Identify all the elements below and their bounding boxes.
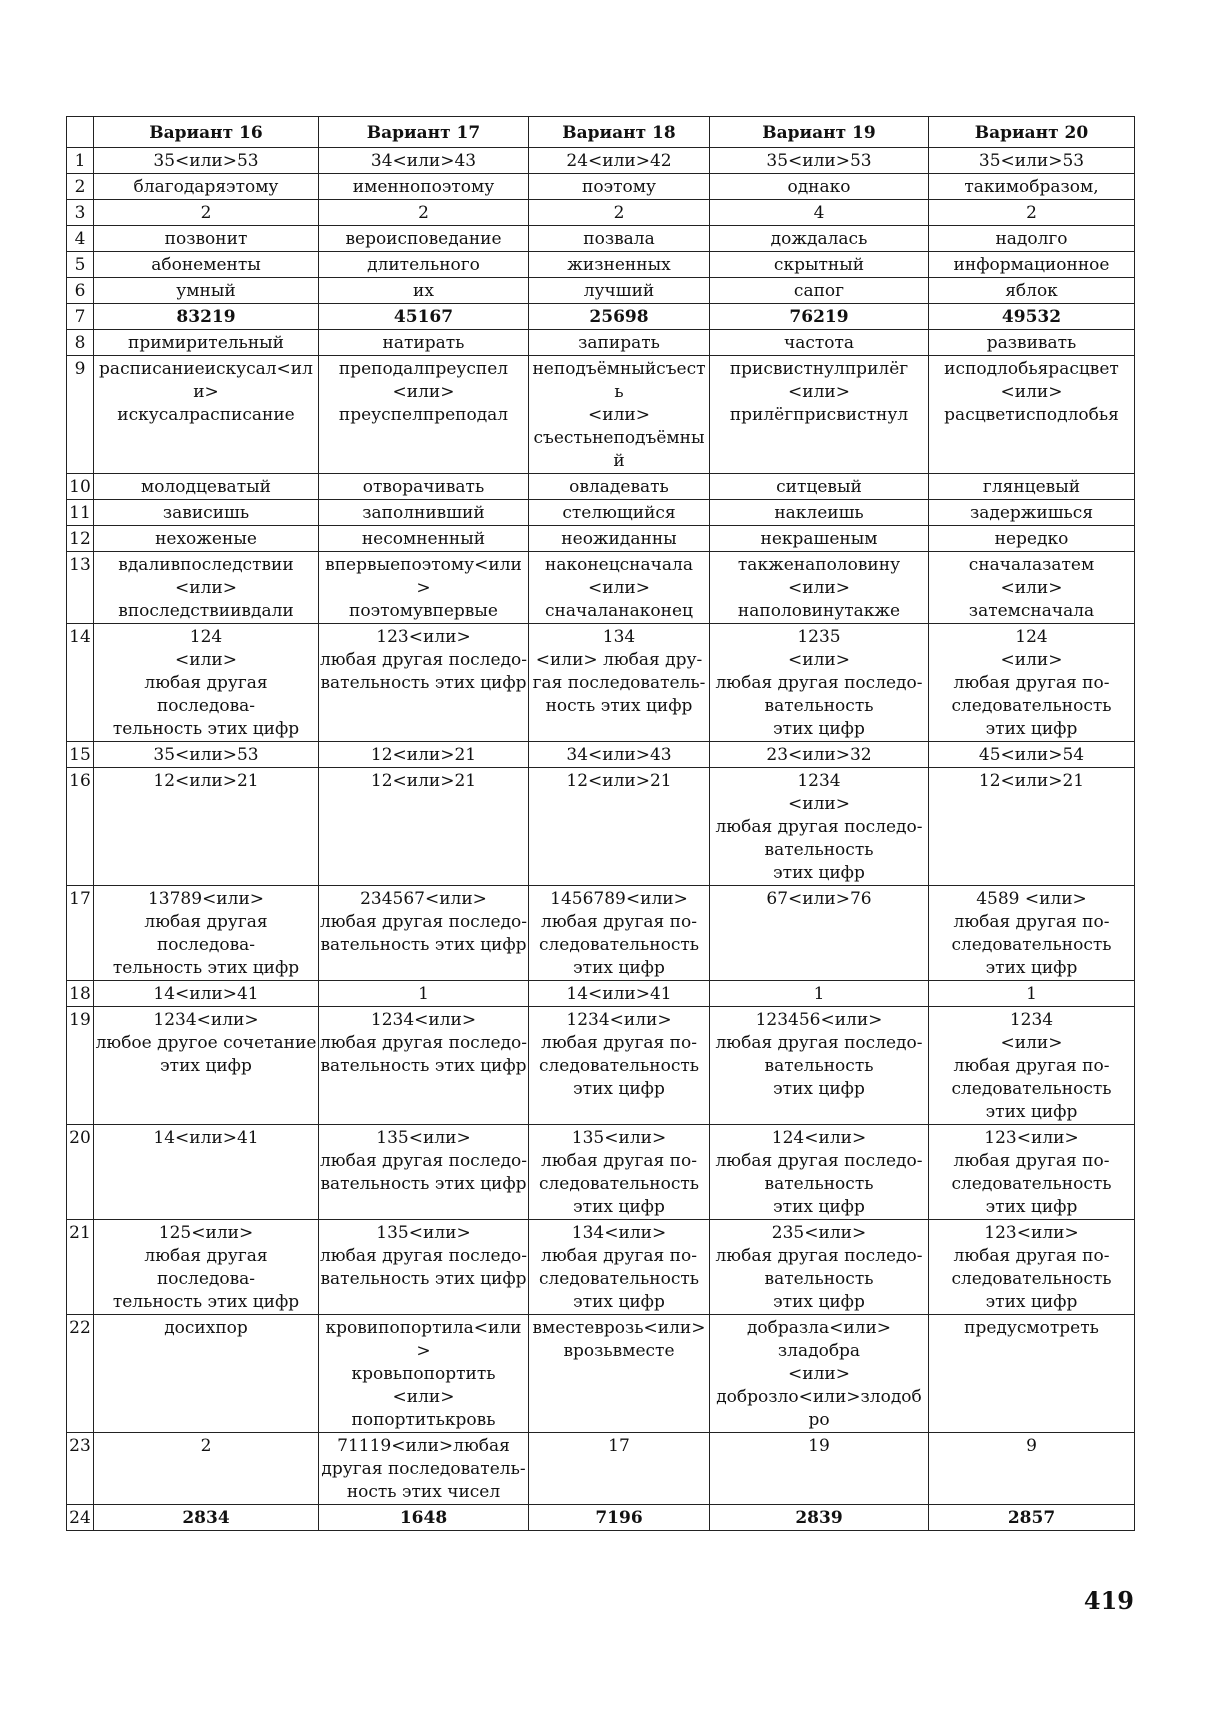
answer-cell: глянцевый [929,474,1135,500]
answer-cell: 12<или>21 [94,768,319,886]
table-row [67,1433,1135,1505]
answer-cell: 76219 [710,304,929,330]
answers-sheet [66,116,1134,1531]
answer-cell: умный [94,278,319,304]
answer-cell: запирать [529,330,710,356]
answer-cell: 12<или>21 [319,768,529,886]
answer-cell: 35<или>53 [94,148,319,174]
answer-cell: 14<или>41 [529,981,710,1007]
answer-cell: развивать [929,330,1135,356]
answer-cell: 2 [94,200,319,226]
answer-cell: дождалась [710,226,929,252]
row-number: 9 [67,356,94,474]
answer-cell: вероисповедание [319,226,529,252]
answer-cell: 45167 [319,304,529,330]
answer-cell: длительного [319,252,529,278]
answer-cell: наклеишь [710,500,929,526]
answer-cell: позвонит [94,226,319,252]
table-row [67,624,1135,742]
answer-cell: 135<или> любая другая последо- вательность этих цифр [319,1220,529,1315]
answer-cell: 14<или>41 [94,981,319,1007]
answer-cell: кровипопортила<или> кровьпопортить <или> попортитькровь [319,1315,529,1433]
answer-cell: 23<или>32 [710,742,929,768]
answer-cell: неподъёмныйсъесть <или> съестьнеподъёмный [529,356,710,474]
row-number: 5 [67,252,94,278]
row-number: 16 [67,768,94,886]
row-number: 17 [67,886,94,981]
table-row [67,174,1135,200]
answer-cell: 4 [710,200,929,226]
row-number: 22 [67,1315,94,1433]
row-number: 20 [67,1125,94,1220]
header-variant-1: Вариант 16 [94,117,319,148]
answer-cell: примирительный [94,330,319,356]
header-variant-2: Вариант 17 [319,117,529,148]
answer-cell: отворачивать [319,474,529,500]
table-row [67,474,1135,500]
answer-cell: 123<или> любая другая последо- вательность этих цифр [319,624,529,742]
answer-cell: 49532 [929,304,1135,330]
answer-cell: 1234<или> любая другая последо- вательность этих цифр [319,1007,529,1125]
table-body [67,148,1135,1531]
answer-cell: 124<или> любая другая последо- вательность этих цифр [710,1125,929,1220]
answer-cell: 67<или>76 [710,886,929,981]
answer-cell: зависишь [94,500,319,526]
answer-cell: 134 <или> любая дру- гая последователь- ность этих цифр [529,624,710,742]
answer-cell: абонементы [94,252,319,278]
answer-cell: присвистнулприлёг <или> прилёгприсвистнул [710,356,929,474]
answer-cell: яблок [929,278,1135,304]
row-number: 23 [67,1433,94,1505]
answer-cell: поэтому [529,174,710,200]
answer-cell: 71119<или>любая другая последователь- ность этих чисел [319,1433,529,1505]
answer-cell: 19 [710,1433,929,1505]
answer-cell: 2 [94,1433,319,1505]
answer-cell: 35<или>53 [710,148,929,174]
row-number: 3 [67,200,94,226]
answer-cell: преподалпреуспел <или> преуспелпреподал [319,356,529,474]
answer-cell: лучший [529,278,710,304]
table-row [67,330,1135,356]
answer-cell: 2857 [929,1505,1135,1531]
answer-cell: 135<или> любая другая последо- вательность этих цифр [319,1125,529,1220]
answer-cell: задержишься [929,500,1135,526]
row-number: 10 [67,474,94,500]
answer-cell: информационное [929,252,1135,278]
table-row [67,1505,1135,1531]
header-row [67,117,1135,148]
answer-cell: 9 [929,1433,1135,1505]
table-row [67,252,1135,278]
answer-cell: 123<или> любая другая по- следовательность этих цифр [929,1220,1135,1315]
row-number: 18 [67,981,94,1007]
table-row [67,1220,1135,1315]
answer-cell: наконецсначала <или> сначаланаконец [529,552,710,624]
answer-cell: частота [710,330,929,356]
answer-cell: досихпор [94,1315,319,1433]
answer-cell: 12<или>21 [929,768,1135,886]
answer-cell: 45<или>54 [929,742,1135,768]
table-row [67,552,1135,624]
answer-cell: 13789<или> любая другая последова- тельность этих цифр [94,886,319,981]
answer-cell: 2 [319,200,529,226]
table-row [67,500,1135,526]
answer-cell: надолго [929,226,1135,252]
answer-cell: заполнивший [319,500,529,526]
header-variant-4: Вариант 19 [710,117,929,148]
answer-cell: ситцевый [710,474,929,500]
row-number: 15 [67,742,94,768]
answer-cell: 1234<или> любое другое сочетание этих цифр [94,1007,319,1125]
answer-cell: 235<или> любая другая последо- вательность этих цифр [710,1220,929,1315]
answer-cell: 35<или>53 [929,148,1135,174]
answer-cell: 234567<или> любая другая последо- вательность этих цифр [319,886,529,981]
row-number: 13 [67,552,94,624]
table-row [67,742,1135,768]
answer-cell: 135<или> любая другая по- следовательность этих цифр [529,1125,710,1220]
answer-cell: 14<или>41 [94,1125,319,1220]
table-row [67,278,1135,304]
answer-cell: молодцеватый [94,474,319,500]
answer-cell: добразла<или> зладобра <или> доброзло<или>злодобро [710,1315,929,1433]
answer-cell: 4589 <или> любая другая по- следовательность этих цифр [929,886,1135,981]
answer-cell: нередко [929,526,1135,552]
row-number: 11 [67,500,94,526]
answer-cell: 124 <или> любая другая последова- тельность этих цифр [94,624,319,742]
answer-cell: однако [710,174,929,200]
answer-cell: 123456<или> любая другая последо- вательность этих цифр [710,1007,929,1125]
table-row [67,148,1135,174]
answer-cell: 2839 [710,1505,929,1531]
table-row [67,304,1135,330]
answer-cell: 1234 <или> любая другая по- следовательность этих цифр [929,1007,1135,1125]
answer-cell: 2834 [94,1505,319,1531]
answer-cell: позвала [529,226,710,252]
answer-cell: несомненный [319,526,529,552]
answer-cell: нехоженые [94,526,319,552]
header-variant-3: Вариант 18 [529,117,710,148]
answer-cell: 1234<или> любая другая по- следовательность этих цифр [529,1007,710,1125]
answer-cell: 1 [319,981,529,1007]
answer-cell: 124 <или> любая другая по- следовательность этих цифр [929,624,1135,742]
answer-cell: сапог [710,278,929,304]
table-row [67,981,1135,1007]
answer-cell: скрытный [710,252,929,278]
answer-cell: 2 [929,200,1135,226]
answer-cell: 7196 [529,1505,710,1531]
answer-cell: именнопоэтому [319,174,529,200]
answer-cell: некрашеным [710,526,929,552]
answer-cell: 123<или> любая другая по- следовательность этих цифр [929,1125,1135,1220]
answer-cell: 34<или>43 [319,148,529,174]
answers-table [66,116,1135,1531]
row-number: 4 [67,226,94,252]
row-number: 1 [67,148,94,174]
answer-cell: их [319,278,529,304]
answer-cell: сначалазатем <или> затемсначала [929,552,1135,624]
table-row [67,1315,1135,1433]
answer-cell: 1 [929,981,1135,1007]
answer-cell: овладевать [529,474,710,500]
answer-cell: исподлобьярасцвет <или> расцветисподлобья [929,356,1135,474]
page-number: 419 [1083,1586,1134,1615]
answer-cell: благодаряэтому [94,174,319,200]
row-number: 14 [67,624,94,742]
answer-cell: впервыепоэтому<или> поэтомувпервые [319,552,529,624]
table-row [67,1007,1135,1125]
answer-cell: такженаполовину <или> наполовинутакже [710,552,929,624]
answer-cell: натирать [319,330,529,356]
answer-cell: расписаниеискусал<или> искусалрасписание [94,356,319,474]
row-number: 19 [67,1007,94,1125]
table-row [67,768,1135,886]
row-number: 2 [67,174,94,200]
row-number: 21 [67,1220,94,1315]
answer-cell: 1456789<или> любая другая по- следовательность этих цифр [529,886,710,981]
answer-cell: 12<или>21 [319,742,529,768]
header-variant-5: Вариант 20 [929,117,1135,148]
answer-cell: 12<или>21 [529,768,710,886]
answer-cell: 125<или> любая другая последова- тельность этих цифр [94,1220,319,1315]
answer-cell: 17 [529,1433,710,1505]
row-number: 7 [67,304,94,330]
table-row [67,356,1135,474]
answer-cell: 1234 <или> любая другая последо- вательность этих цифр [710,768,929,886]
header-number-cell [67,117,94,148]
answer-cell: 24<или>42 [529,148,710,174]
row-number: 8 [67,330,94,356]
table-row [67,200,1135,226]
table-row [67,1125,1135,1220]
table-row [67,526,1135,552]
row-number: 24 [67,1505,94,1531]
answer-cell: жизненных [529,252,710,278]
table-row [67,226,1135,252]
answer-cell: предусмотреть [929,1315,1135,1433]
answer-cell: вдаливпоследствии <или> впоследствиивдали [94,552,319,624]
answer-cell: 25698 [529,304,710,330]
answer-cell: 2 [529,200,710,226]
answer-cell: неожиданны [529,526,710,552]
answer-cell: такимобразом, [929,174,1135,200]
answer-cell: стелющийся [529,500,710,526]
answer-cell: 134<или> любая другая по- следовательность этих цифр [529,1220,710,1315]
answer-cell: 34<или>43 [529,742,710,768]
answer-cell: 35<или>53 [94,742,319,768]
answer-cell: 1648 [319,1505,529,1531]
row-number: 6 [67,278,94,304]
row-number: 12 [67,526,94,552]
answer-cell: вместеврозь<или> врозьвместе [529,1315,710,1433]
answer-cell: 1235 <или> любая другая последо- вательность этих цифр [710,624,929,742]
answer-cell: 1 [710,981,929,1007]
table-row [67,886,1135,981]
answer-cell: 83219 [94,304,319,330]
